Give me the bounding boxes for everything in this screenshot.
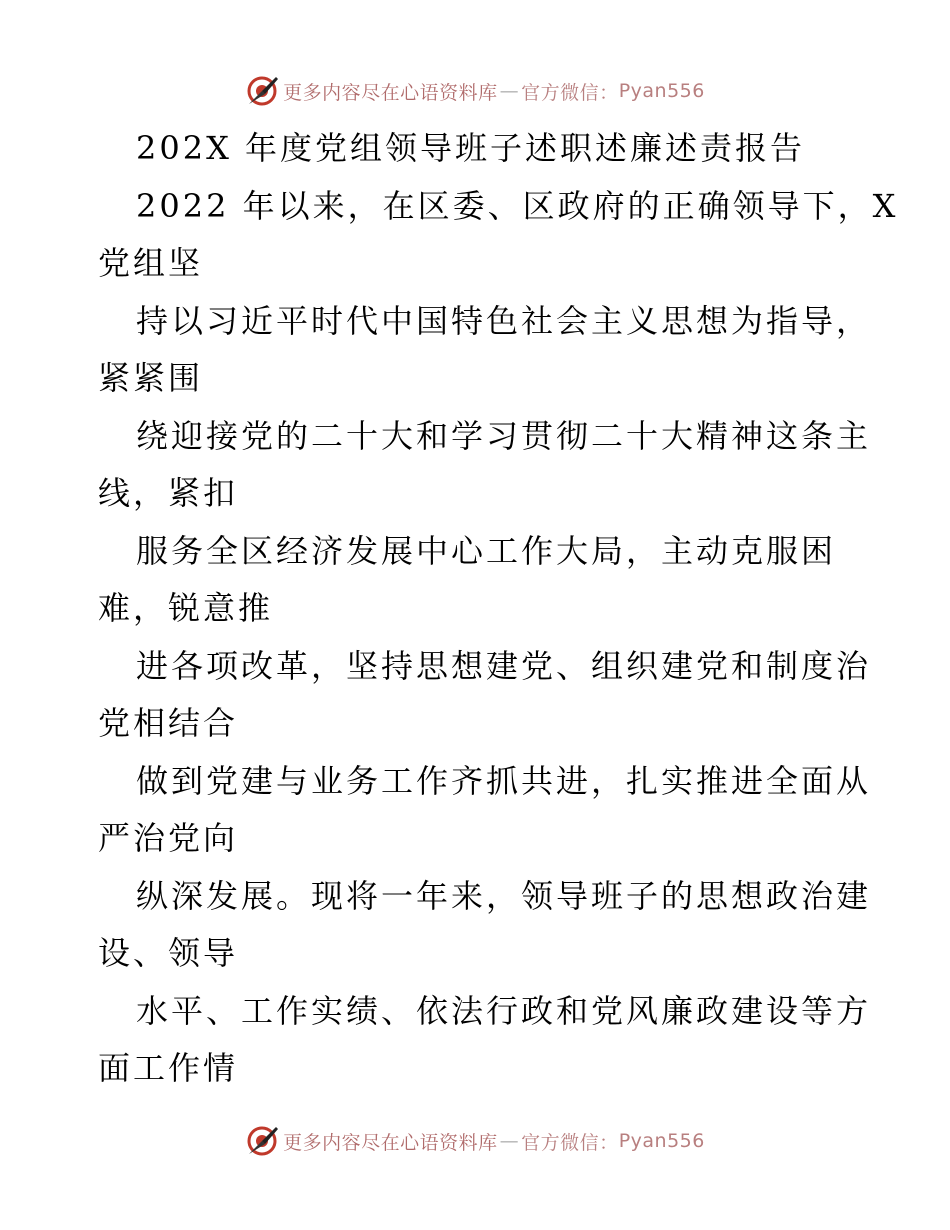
- document-line: 2022 年以来，在区委、区政府的正确领导下，X: [136, 186, 899, 225]
- quill-pen-logo-icon: [245, 74, 279, 108]
- document-line: 紧紧围: [98, 359, 204, 397]
- document-line: 202X 年度党组领导班子述职述廉述责报告: [136, 129, 806, 167]
- document-line: 服务全区经济发展中心工作大局，主动克服困: [136, 531, 837, 570]
- document-line: 党组坚: [98, 244, 204, 282]
- footer-watermark-banner: [0, 1121, 950, 1161]
- quill-pen-logo-icon: [245, 1124, 279, 1158]
- document-line: 党相结合: [98, 704, 239, 742]
- document-line: 绕迎接党的二十大和学习贯彻二十大精神这条主: [136, 416, 872, 455]
- document-line: 设、领导: [98, 934, 239, 972]
- banner-text: 更多内容尽在心语资料库: [283, 1131, 498, 1154]
- document-line: 线，紧扣: [98, 474, 239, 512]
- header-watermark-banner: [0, 71, 950, 111]
- banner-contact-id: Pyan556: [618, 1130, 705, 1152]
- banner-contact-label: 官方微信：: [521, 81, 619, 104]
- banner-contact-label: 官方微信：: [521, 1131, 619, 1154]
- document-line: 严治党向: [98, 819, 239, 857]
- document-body: [98, 120, 899, 1098]
- banner-separator: —: [499, 80, 520, 102]
- banner-separator: —: [499, 1130, 520, 1152]
- banner-contact-id: Pyan556: [618, 80, 705, 102]
- document-line: 水平、工作实绩、依法行政和党风廉政建设等方: [136, 991, 872, 1030]
- document-line: 持以习近平时代中国特色社会主义思想为指导，: [136, 301, 872, 340]
- banner-text: 更多内容尽在心语资料库: [283, 81, 498, 104]
- document-line: 难，锐意推: [98, 589, 274, 627]
- document-line: 纵深发展。现将一年来，领导班子的思想政治建: [136, 876, 872, 915]
- document-line: 进各项改革，坚持思想建党、组织建党和制度治: [136, 646, 872, 685]
- document-line: 做到党建与业务工作齐抓共进，扎实推进全面从: [136, 761, 872, 800]
- document-line: 面工作情: [98, 1049, 239, 1087]
